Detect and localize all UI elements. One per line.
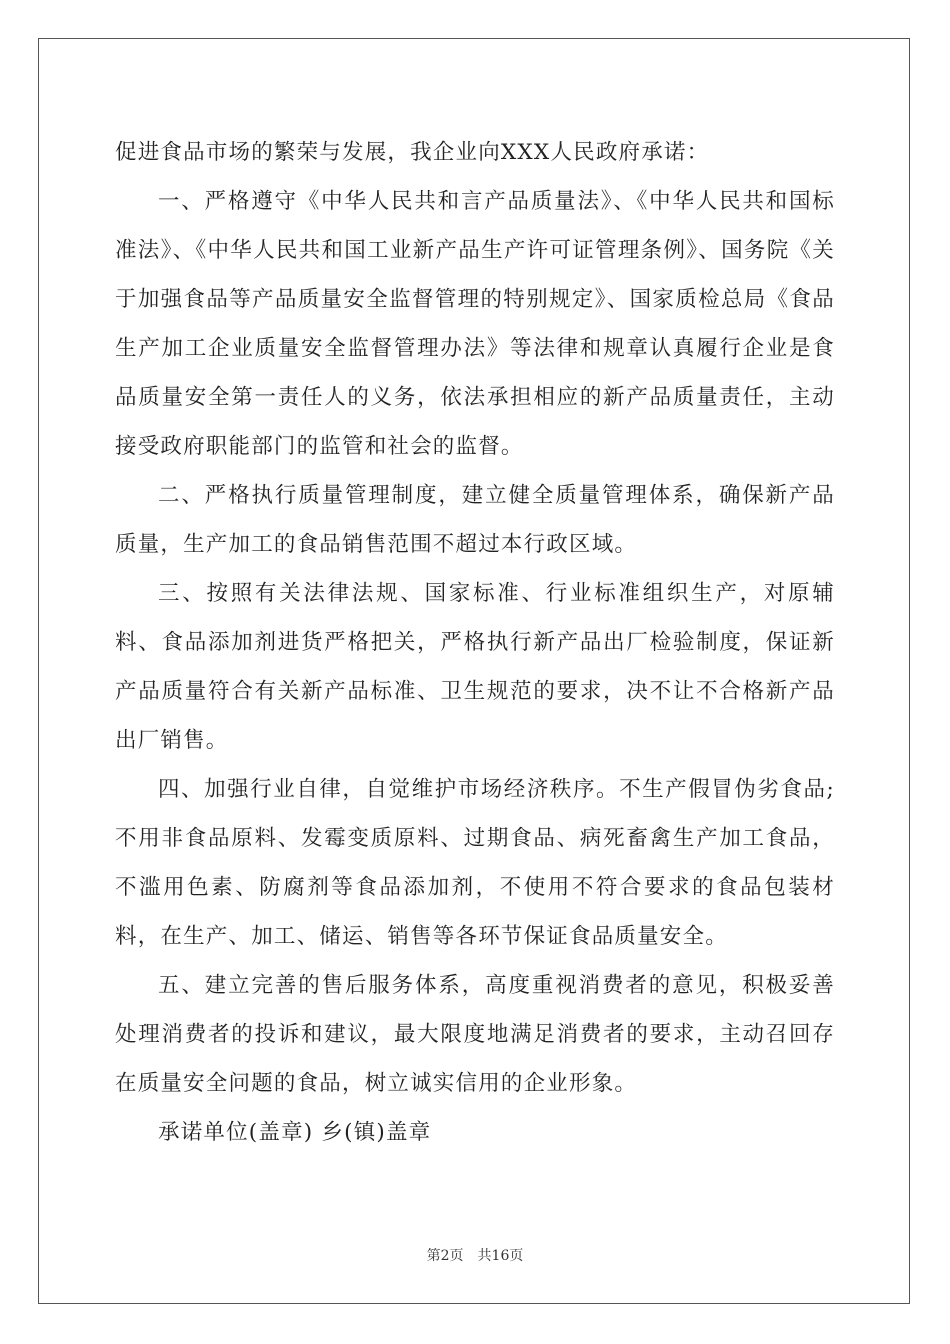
page-total: 共16页 xyxy=(477,1248,524,1264)
page-number: 第2页 xyxy=(426,1248,464,1264)
document-body xyxy=(115,128,835,1157)
paragraph-clause-2: 二、严格执行质量管理制度，建立健全质量管理体系，确保新产品质量，生产加工的食品销售范围不超过本行政区域。 xyxy=(115,483,835,557)
paragraph-clause-1: 一、严格遵守《中华人民共和言产品质量法》、《中华人民共和国标准法》、《中华人民共和国工业新产品生产许可证管理条例》、国务院《关于加强食品等产品质量安全监督管理的特别规定》、国家质检总局《食品生产加工企业质量安全监督管理办法》等法律和规章认真履行企业是食品质量安全第一责任人的义务，依法承担相应的新产品质量责任，主动接受政府职能部门的监管和社会的监督。 xyxy=(115,189,835,459)
paragraph-clause-4: 四、加强行业自律，自觉维护市场经济秩序。不生产假冒伪劣食品;不用非食品原料、发霉变质原料、过期食品、病死畜禽生产加工食品，不滥用色素、防腐剂等食品添加剂，不使用不符合要求的食品包装材料，在生产、加工、储运、销售等各环节保证食品质量安全。 xyxy=(115,777,835,949)
signature-line: 承诺单位(盖章) 乡(镇)盖章 xyxy=(158,1120,432,1145)
paragraph-clause-5: 五、建立完善的售后服务体系，高度重视消费者的意见，积极妥善处理消费者的投诉和建议，最大限度地满足消费者的要求，主动召回存在质量安全问题的食品，树立诚实信用的企业形象。 xyxy=(115,973,835,1096)
page-footer xyxy=(0,1245,950,1265)
paragraph-intro: 促进食品市场的繁荣与发展，我企业向XXX人民政府承诺： xyxy=(115,140,710,165)
paragraph-clause-3: 三、按照有关法律法规、国家标准、行业标准组织生产，对原辅料、食品添加剂进货严格把关，严格执行新产品出厂检验制度，保证新产品质量符合有关新产品标准、卫生规范的要求，决不让不合格新产品出厂销售。 xyxy=(115,581,835,753)
